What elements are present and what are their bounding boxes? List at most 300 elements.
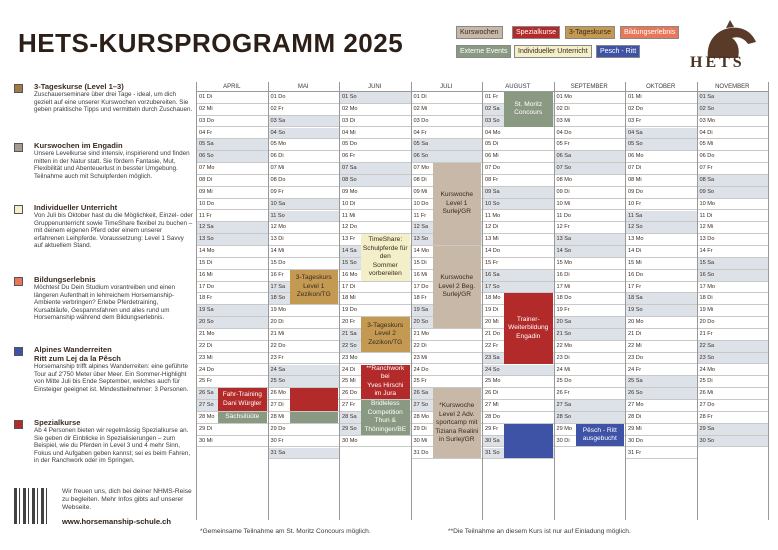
day-cell: 12 Mi xyxy=(698,222,769,234)
day-cell: 13 Mo xyxy=(626,234,697,246)
day-cell: 07 Mo xyxy=(412,163,483,175)
month-header: MAI xyxy=(268,82,340,92)
page-title: HETS-KURSPROGRAMM 2025 xyxy=(18,28,404,58)
day-cell: 27 So xyxy=(412,400,483,412)
day-cell: 16 Mi xyxy=(412,270,483,282)
day-cell: 27 Fr xyxy=(340,400,411,412)
day-cell: 19 Do xyxy=(340,305,411,317)
legend-tag-1: Spezialkurse xyxy=(512,26,560,39)
day-cell: 02 Di xyxy=(555,104,626,116)
day-cell: 10 So xyxy=(483,199,554,211)
calendar-event[interactable]: St. Moritz Concours xyxy=(504,92,553,127)
day-cell: 12 Do xyxy=(340,222,411,234)
day-cell: 15 Mi xyxy=(626,258,697,270)
day-cell: 12 Sa xyxy=(412,222,483,234)
day-cell: 07 Mo xyxy=(197,163,268,175)
day-cell: 10 Do xyxy=(412,199,483,211)
day-cell: 02 Mi xyxy=(412,104,483,116)
day-cell: 01 Do xyxy=(269,92,340,104)
section-swatch xyxy=(14,143,23,152)
day-cell: 08 So xyxy=(340,175,411,187)
day-cell: 13 Di xyxy=(269,234,340,246)
section-body: Zuschauerseminare über drei Tage - ideal, um dich gezielt auf eine unserer Kurswochen vorzubereiten. Sie geben praktische Tipps und vermitteln durch Zuschauen. xyxy=(34,91,193,114)
day-cell: 27 So xyxy=(197,400,268,412)
day-cell: 26 Sa xyxy=(197,388,268,400)
day-cell: 11 Mo xyxy=(483,211,554,223)
day-cell: 14 Mo xyxy=(197,246,268,258)
calendar-grid xyxy=(196,82,768,520)
day-cell: 09 Mi xyxy=(197,187,268,199)
day-cell: 26 Di xyxy=(483,388,554,400)
day-cell: 19 Mi xyxy=(698,305,769,317)
day-cell: 15 Mo xyxy=(555,258,626,270)
day-cell: 29 So xyxy=(340,424,411,436)
day-cell: 02 Sa xyxy=(483,104,554,116)
day-cell: 17 Fr xyxy=(626,282,697,294)
day-cell: 12 Sa xyxy=(197,222,268,234)
day-cell: 22 Mo xyxy=(555,341,626,353)
day-cell: 21 Sa xyxy=(340,329,411,341)
day-cell: 05 Mo xyxy=(269,139,340,151)
section-heading: Bildungserlebnis xyxy=(34,275,96,284)
day-cell: 18 Mi xyxy=(340,293,411,305)
calendar-border xyxy=(768,82,769,520)
day-cell: 09 Di xyxy=(555,187,626,199)
day-cell: 31 Do xyxy=(412,448,483,460)
day-cell: 28 Mo xyxy=(197,412,268,424)
day-cell: 18 Do xyxy=(555,293,626,305)
day-cell: 20 Do xyxy=(698,317,769,329)
day-cell: 16 Di xyxy=(555,270,626,282)
day-cell: 20 Mo xyxy=(626,317,697,329)
legend-tag-4: Externe Events xyxy=(456,45,511,58)
day-cell: 06 Mo xyxy=(626,151,697,163)
day-cell: 23 Mi xyxy=(412,353,483,365)
day-cell: 17 Mi xyxy=(555,282,626,294)
day-cell: 23 Sa xyxy=(483,353,554,365)
qr-code[interactable] xyxy=(14,488,50,524)
day-cell: 01 So xyxy=(340,92,411,104)
day-cell: 21 Do xyxy=(483,329,554,341)
section-body: Ab 4 Personen bieten wir regelmässig Spezialkurse an. Sie geben dir Einblicke in Spezialisierungen – zum Beispiel, wie du Pferden in Level 3 und 4 mehr Sinn, Fokus und Aufgaben geben kannst; sei es beim Fahren, in der Ranchwork oder im Springen. xyxy=(34,427,191,465)
day-cell: 24 Di xyxy=(340,365,411,377)
day-cell: 24 Do xyxy=(412,365,483,377)
section-swatch xyxy=(14,347,23,356)
day-cell: 17 So xyxy=(483,282,554,294)
day-cell: 03 Mo xyxy=(698,116,769,128)
day-cell: 01 Mi xyxy=(626,92,697,104)
footnote-invitation: **Die Teilnahme an diesem Kurs ist nur auf Einladung möglich. xyxy=(448,528,631,535)
day-cell: 14 Mo xyxy=(412,246,483,258)
calendar-event[interactable]: Bridleless Competition Thun & Thöningen/BE xyxy=(361,400,410,435)
day-cell: 15 Fr xyxy=(483,258,554,270)
day-cell: 05 Sa xyxy=(412,139,483,151)
day-cell: 06 Do xyxy=(698,151,769,163)
day-cell: 25 Mi xyxy=(340,376,411,388)
day-cell: 10 Sa xyxy=(269,199,340,211)
day-cell: 03 Di xyxy=(340,116,411,128)
day-cell: 28 Mo xyxy=(412,412,483,424)
day-cell: 10 Do xyxy=(197,199,268,211)
day-cell: 11 Mi xyxy=(340,211,411,223)
day-cell: 11 Sa xyxy=(626,211,697,223)
section-body: Von Juli bis Oktober hast du die Möglichkeit, Einzel- oder Gruppenunterricht sowie TimeShare flexibel zu buchen – mit deinem eigenen Pferd oder einem unserer erfahrenen Leihpferde. Voraussetzung: Level 1 Savvy auf aktuellem Stand. xyxy=(34,212,193,250)
day-cell: 27 Di xyxy=(269,400,340,412)
day-cell: 28 Sa xyxy=(340,412,411,424)
day-cell: 22 Do xyxy=(269,341,340,353)
section-heading: Alpines Wanderreiten Ritt zum Lej da la Pêsch xyxy=(34,345,121,363)
day-cell: 04 Fr xyxy=(197,128,268,140)
day-cell: 16 Sa xyxy=(483,270,554,282)
qr-note: Wir freuen uns, dich bei deiner NHMS-Reise zu begleiten. Mehr Infos gibts auf unserer Webseite. xyxy=(62,488,192,511)
day-cell: 22 Di xyxy=(197,341,268,353)
day-cell: 26 So xyxy=(626,388,697,400)
day-cell: 23 Do xyxy=(626,353,697,365)
day-cell: 14 Fr xyxy=(698,246,769,258)
section-heading: Individueller Unterricht xyxy=(34,203,118,212)
day-cell: 26 Sa xyxy=(412,388,483,400)
section-body: Möchtest Du Dein Studium vorantreiben und einen längeren Aufenthalt in lehrreichem Horsemanship-Ambiente verbringen? Erlebe Pferdetraining, Kursabläufe, Gespannsfahren und alles rund um Horsemanship während dem Bildungserlebnis. xyxy=(34,284,176,322)
section-swatch xyxy=(14,84,23,93)
day-cell: 24 Do xyxy=(197,365,268,377)
day-cell: 13 So xyxy=(197,234,268,246)
day-cell: 11 Fr xyxy=(412,211,483,223)
day-cell: 18 So xyxy=(269,293,340,305)
day-cell: 24 So xyxy=(483,365,554,377)
calendar-event[interactable]: 3-Tageskurs Level 1 Zezikon/TG xyxy=(290,270,339,305)
day-cell: 10 Fr xyxy=(626,199,697,211)
day-cell: 30 Do xyxy=(626,436,697,448)
day-cell: 17 Do xyxy=(412,282,483,294)
day-cell: 21 So xyxy=(555,329,626,341)
day-cell: 27 Mi xyxy=(483,400,554,412)
month-header: APRIL xyxy=(196,82,268,92)
day-cell: 04 Mo xyxy=(483,128,554,140)
day-cell: 03 So xyxy=(483,116,554,128)
day-cell: 21 Fr xyxy=(698,329,769,341)
day-cell: 25 So xyxy=(269,376,340,388)
day-cell: 29 Mo xyxy=(555,424,626,436)
day-cell: 23 Fr xyxy=(269,353,340,365)
day-cell: 21 Mi xyxy=(269,329,340,341)
day-cell: 04 So xyxy=(269,128,340,140)
day-cell: 28 Mi xyxy=(269,412,340,424)
day-cell: 16 Mi xyxy=(197,270,268,282)
day-cell: 11 Do xyxy=(555,211,626,223)
day-cell: 15 Do xyxy=(269,258,340,270)
day-cell: 09 So xyxy=(698,187,769,199)
calendar-event[interactable]: Pêsch - Ritt ausgebucht xyxy=(576,424,625,447)
day-cell: 11 Fr xyxy=(197,211,268,223)
day-cell: 18 Mo xyxy=(483,293,554,305)
legend-tag-3: Bildungserlebnis xyxy=(620,26,679,39)
day-cell: 13 So xyxy=(412,234,483,246)
day-cell: 30 Di xyxy=(555,436,626,448)
day-cell: 04 Fr xyxy=(412,128,483,140)
calendar-event[interactable]: Fahr-Training Dani Würgler xyxy=(218,388,267,411)
day-cell: 02 Do xyxy=(626,104,697,116)
day-cell: 08 Di xyxy=(197,175,268,187)
day-cell: 25 Do xyxy=(555,376,626,388)
day-cell: 24 Sa xyxy=(269,365,340,377)
day-cell: 14 Di xyxy=(626,246,697,258)
day-cell: 10 Di xyxy=(340,199,411,211)
calendar-event[interactable] xyxy=(290,412,339,423)
day-cell: 10 Mo xyxy=(698,199,769,211)
day-cell: 26 Mo xyxy=(269,388,340,400)
day-cell: 07 Mi xyxy=(269,163,340,175)
legend-tag-5: Individueller Unterricht xyxy=(514,45,592,58)
day-cell: 12 Fr xyxy=(555,222,626,234)
day-cell: 10 Mi xyxy=(555,199,626,211)
day-cell: 04 Di xyxy=(698,128,769,140)
day-cell: 30 Mo xyxy=(340,436,411,448)
day-cell: 06 Sa xyxy=(555,151,626,163)
day-cell: 21 Mo xyxy=(197,329,268,341)
day-cell: 07 Fr xyxy=(698,163,769,175)
legend-tag-6: Pesch - Ritt xyxy=(596,45,640,58)
day-cell: 08 Mi xyxy=(626,175,697,187)
calendar-event[interactable] xyxy=(290,388,339,411)
day-cell: 07 So xyxy=(555,163,626,175)
day-cell: 04 Sa xyxy=(626,128,697,140)
day-cell: 28 Fr xyxy=(698,412,769,424)
day-cell: 06 So xyxy=(197,151,268,163)
calendar-event[interactable]: Sächsilüüte xyxy=(218,412,267,423)
day-cell: 27 Sa xyxy=(555,400,626,412)
day-cell: 22 Fr xyxy=(483,341,554,353)
day-cell: 20 So xyxy=(197,317,268,329)
day-cell: 20 Sa xyxy=(555,317,626,329)
day-cell: 08 Fr xyxy=(483,175,554,187)
day-cell: 30 Fr xyxy=(269,436,340,448)
calendar-event[interactable]: *Kurswoche Level 2 Adv. sportcamp mit Tiziana Realini in Surlej/GR xyxy=(433,388,482,458)
section-swatch xyxy=(14,205,23,214)
day-cell: 16 Mo xyxy=(340,270,411,282)
day-cell: 13 Mi xyxy=(483,234,554,246)
day-cell: 25 Fr xyxy=(197,376,268,388)
day-cell: 07 Sa xyxy=(340,163,411,175)
day-cell: 21 Mo xyxy=(412,329,483,341)
day-cell: 15 So xyxy=(340,258,411,270)
month-header: JUNI xyxy=(339,82,411,92)
day-cell: 18 Fr xyxy=(197,293,268,305)
day-cell: 15 Di xyxy=(412,258,483,270)
day-cell: 06 Di xyxy=(269,151,340,163)
day-cell: 08 Di xyxy=(412,175,483,187)
day-cell: 03 Fr xyxy=(626,116,697,128)
calendar-event[interactable]: TimeShare: Schulpferde für den Sommer vorbereiten xyxy=(361,234,410,280)
day-cell: 17 Mo xyxy=(698,282,769,294)
month-header: OKTOBER xyxy=(625,82,697,92)
day-cell: 12 Mo xyxy=(269,222,340,234)
calendar-event[interactable]: Kurswoche Level 2 Beg. Surlej/GR xyxy=(433,246,482,328)
day-cell: 11 So xyxy=(269,211,340,223)
day-cell: 30 Mi xyxy=(412,436,483,448)
day-cell: 27 Do xyxy=(698,400,769,412)
day-cell: 19 Sa xyxy=(412,305,483,317)
day-cell: 31 Sa xyxy=(269,448,340,460)
day-cell: 02 Mi xyxy=(197,104,268,116)
day-cell: 22 Di xyxy=(412,341,483,353)
day-cell: 01 Fr xyxy=(483,92,554,104)
day-cell: 25 Di xyxy=(698,376,769,388)
day-cell: 24 Mo xyxy=(698,365,769,377)
day-cell: 25 Fr xyxy=(412,376,483,388)
day-cell: 05 Do xyxy=(340,139,411,151)
day-cell: 11 Di xyxy=(698,211,769,223)
day-cell: 28 So xyxy=(555,412,626,424)
legend-tag-0: Kurswochen xyxy=(456,26,503,39)
day-cell: 05 Di xyxy=(483,139,554,151)
day-cell: 23 Mi xyxy=(197,353,268,365)
day-cell: 22 Mi xyxy=(626,341,697,353)
day-cell: 13 Sa xyxy=(555,234,626,246)
day-cell: 13 Do xyxy=(698,234,769,246)
day-cell: 04 Mi xyxy=(340,128,411,140)
day-cell: 06 So xyxy=(412,151,483,163)
day-cell: 03 Mi xyxy=(555,116,626,128)
section-swatch xyxy=(14,277,23,286)
day-cell: 28 Di xyxy=(626,412,697,424)
day-cell: 05 Fr xyxy=(555,139,626,151)
day-cell: 05 Sa xyxy=(197,139,268,151)
day-cell: 20 Di xyxy=(269,317,340,329)
month-header: AUGUST xyxy=(482,82,554,92)
day-cell: 07 Do xyxy=(483,163,554,175)
month-header: JULI xyxy=(411,82,483,92)
day-cell: 16 Do xyxy=(626,270,697,282)
day-cell: 01 Sa xyxy=(698,92,769,104)
calendar-event[interactable]: 3-Tageskurs Level 2 Zezikon/TG xyxy=(361,317,410,352)
section-heading: Spezialkurse xyxy=(34,418,81,427)
day-cell: 20 Mi xyxy=(483,317,554,329)
month-header: NOVEMBER xyxy=(697,82,769,92)
day-cell: 23 Mo xyxy=(340,353,411,365)
day-cell: 17 Di xyxy=(340,282,411,294)
section-heading: Kurswochen im Engadin xyxy=(34,141,123,150)
day-cell: 02 Mo xyxy=(340,104,411,116)
day-cell: 17 Sa xyxy=(269,282,340,294)
day-cell: 18 Fr xyxy=(412,293,483,305)
month-header: SEPTEMBER xyxy=(554,82,626,92)
day-cell: 14 Mi xyxy=(269,246,340,258)
legend-tag-2: 3-Tageskurse xyxy=(565,26,615,39)
day-cell: 29 Mi xyxy=(626,424,697,436)
calendar-event[interactable]: Trainer- Weiterbildung Engadin xyxy=(504,293,553,363)
day-cell: 20 Fr xyxy=(340,317,411,329)
day-cell: 02 So xyxy=(698,104,769,116)
day-cell: 03 Sa xyxy=(269,116,340,128)
day-cell: 19 Fr xyxy=(555,305,626,317)
day-cell: 30 So xyxy=(698,436,769,448)
day-cell: 26 Mi xyxy=(698,388,769,400)
day-cell: 12 So xyxy=(626,222,697,234)
day-cell: 24 Fr xyxy=(626,365,697,377)
day-cell: 05 So xyxy=(626,139,697,151)
day-cell: 26 Fr xyxy=(555,388,626,400)
day-cell: 12 Di xyxy=(483,222,554,234)
day-cell: 05 Mi xyxy=(698,139,769,151)
day-cell: 09 Mi xyxy=(412,187,483,199)
day-cell: 14 Do xyxy=(483,246,554,258)
day-cell: 03 Do xyxy=(197,116,268,128)
logo-text: HETS xyxy=(690,54,745,71)
day-cell: 23 So xyxy=(698,353,769,365)
day-cell: 14 So xyxy=(555,246,626,258)
day-cell: 28 Do xyxy=(483,412,554,424)
day-cell: 09 Mo xyxy=(340,187,411,199)
website-url[interactable]: www.horsemanship-schule.ch xyxy=(62,517,172,526)
day-cell: 23 Di xyxy=(555,353,626,365)
day-cell: 29 Di xyxy=(412,424,483,436)
day-cell: 30 Sa xyxy=(483,436,554,448)
day-cell: 15 Sa xyxy=(698,258,769,270)
day-cell: 15 Di xyxy=(197,258,268,270)
day-cell: 06 Mi xyxy=(483,151,554,163)
section-heading: 3-Tageskurse (Level 1–3) xyxy=(34,82,124,91)
day-cell: 31 So xyxy=(483,448,554,460)
day-cell: 01 Di xyxy=(412,92,483,104)
day-cell: 29 Fr xyxy=(483,424,554,436)
day-cell: 06 Fr xyxy=(340,151,411,163)
day-cell: 29 Do xyxy=(269,424,340,436)
section-body: Unsere Levelkurse sind intensiv, inspirierend und finden mitten in der Natur statt. Sie fördern Fantasie, Mut, Flexibilität und Abenteuerlust in besster Umgebung. Teilnahme auch mit Schulpferden möglich. xyxy=(34,150,190,180)
day-cell: 17 Do xyxy=(197,282,268,294)
day-cell: 09 Sa xyxy=(483,187,554,199)
day-cell: 19 So xyxy=(626,305,697,317)
day-cell: 01 Di xyxy=(197,92,268,104)
day-cell: 29 Sa xyxy=(698,424,769,436)
day-cell: 16 Fr xyxy=(269,270,340,282)
calendar-event[interactable]: **Ranchwork bei Yves Hirschi im Jura xyxy=(361,365,410,400)
day-cell: 24 Mi xyxy=(555,365,626,377)
day-cell: 08 Sa xyxy=(698,175,769,187)
day-cell: 01 Mo xyxy=(555,92,626,104)
day-cell: 27 Mo xyxy=(626,400,697,412)
day-cell: 19 Di xyxy=(483,305,554,317)
footnote-concours: *Gemeinsame Teilnahme am St. Moritz Concours möglich. xyxy=(200,528,371,535)
day-cell: 14 Sa xyxy=(340,246,411,258)
day-cell: 22 So xyxy=(340,341,411,353)
day-cell: 26 Do xyxy=(340,388,411,400)
section-body: Horsemanship trifft alpines Wanderreiten: eine geführte Tour auf 2'750 Meter über Meer. Ein Sommer-Highlight von Mitte Juli bis Ende September, welches auch für Einsteiger geeignet ist. Mindestteilnehmer: 3 Personen. xyxy=(34,363,189,393)
day-cell: 25 Mo xyxy=(483,376,554,388)
day-cell: 08 Mo xyxy=(555,175,626,187)
day-cell: 16 So xyxy=(698,270,769,282)
day-cell: 08 Do xyxy=(269,175,340,187)
day-cell: 25 Sa xyxy=(626,376,697,388)
calendar-event[interactable] xyxy=(504,424,553,459)
day-cell: 09 Do xyxy=(626,187,697,199)
day-cell: 31 Fr xyxy=(626,448,697,460)
day-cell: 30 Mi xyxy=(197,436,268,448)
day-cell: 13 Fr xyxy=(340,234,411,246)
day-cell: 20 So xyxy=(412,317,483,329)
day-cell: 22 Sa xyxy=(698,341,769,353)
day-cell: 04 Do xyxy=(555,128,626,140)
day-cell: 09 Fr xyxy=(269,187,340,199)
day-cell: 29 Di xyxy=(197,424,268,436)
day-cell: 07 Di xyxy=(626,163,697,175)
day-cell: 19 Mo xyxy=(269,305,340,317)
section-swatch xyxy=(14,420,23,429)
day-cell: 02 Fr xyxy=(269,104,340,116)
calendar-event[interactable]: Kurswoche Level 1 Surlej/GR xyxy=(433,163,482,245)
day-cell: 18 Di xyxy=(698,293,769,305)
day-cell: 21 Di xyxy=(626,329,697,341)
day-cell: 18 Sa xyxy=(626,293,697,305)
